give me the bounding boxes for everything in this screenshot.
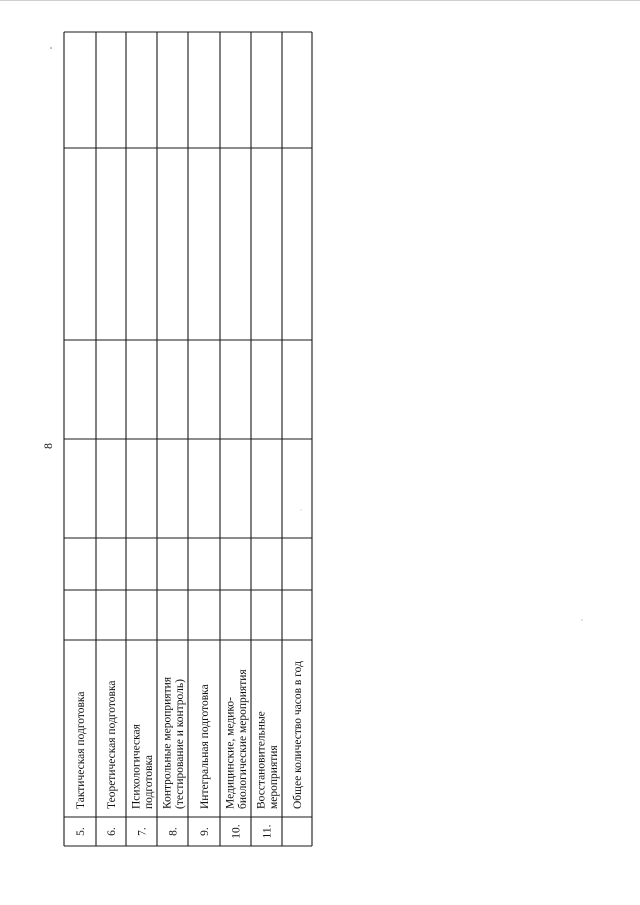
row-label: биологические мероприятия	[236, 669, 249, 809]
row-label: Медицинские, медико-	[224, 696, 237, 809]
table-grid	[64, 32, 312, 846]
row-label: Интегральная подготовка	[199, 684, 211, 809]
row-label: Контрольные мероприятия	[161, 676, 174, 809]
row-label: Психологическая	[130, 724, 143, 809]
page-number: 8	[41, 443, 55, 449]
row-label: Тактическая подготовка	[75, 691, 87, 809]
row-label: Теоретическая подготовка	[106, 680, 118, 809]
total-hours-label: Общее количество часов в год	[292, 661, 304, 809]
row-number: 7.	[136, 827, 149, 836]
row-label: (тестирование и контроль)	[173, 679, 186, 809]
row-number: 11.	[261, 824, 274, 839]
row-number: 9.	[199, 827, 211, 836]
row-number: 5.	[75, 827, 87, 836]
table-cell-texts	[75, 661, 304, 839]
row-label: подготовка	[142, 754, 155, 809]
row-label: Восстановительные	[255, 711, 268, 809]
row-label: мероприятия	[267, 745, 280, 809]
row-number: 10.	[230, 824, 243, 839]
row-number: 8.	[167, 827, 180, 836]
row-number: 6.	[106, 827, 118, 836]
